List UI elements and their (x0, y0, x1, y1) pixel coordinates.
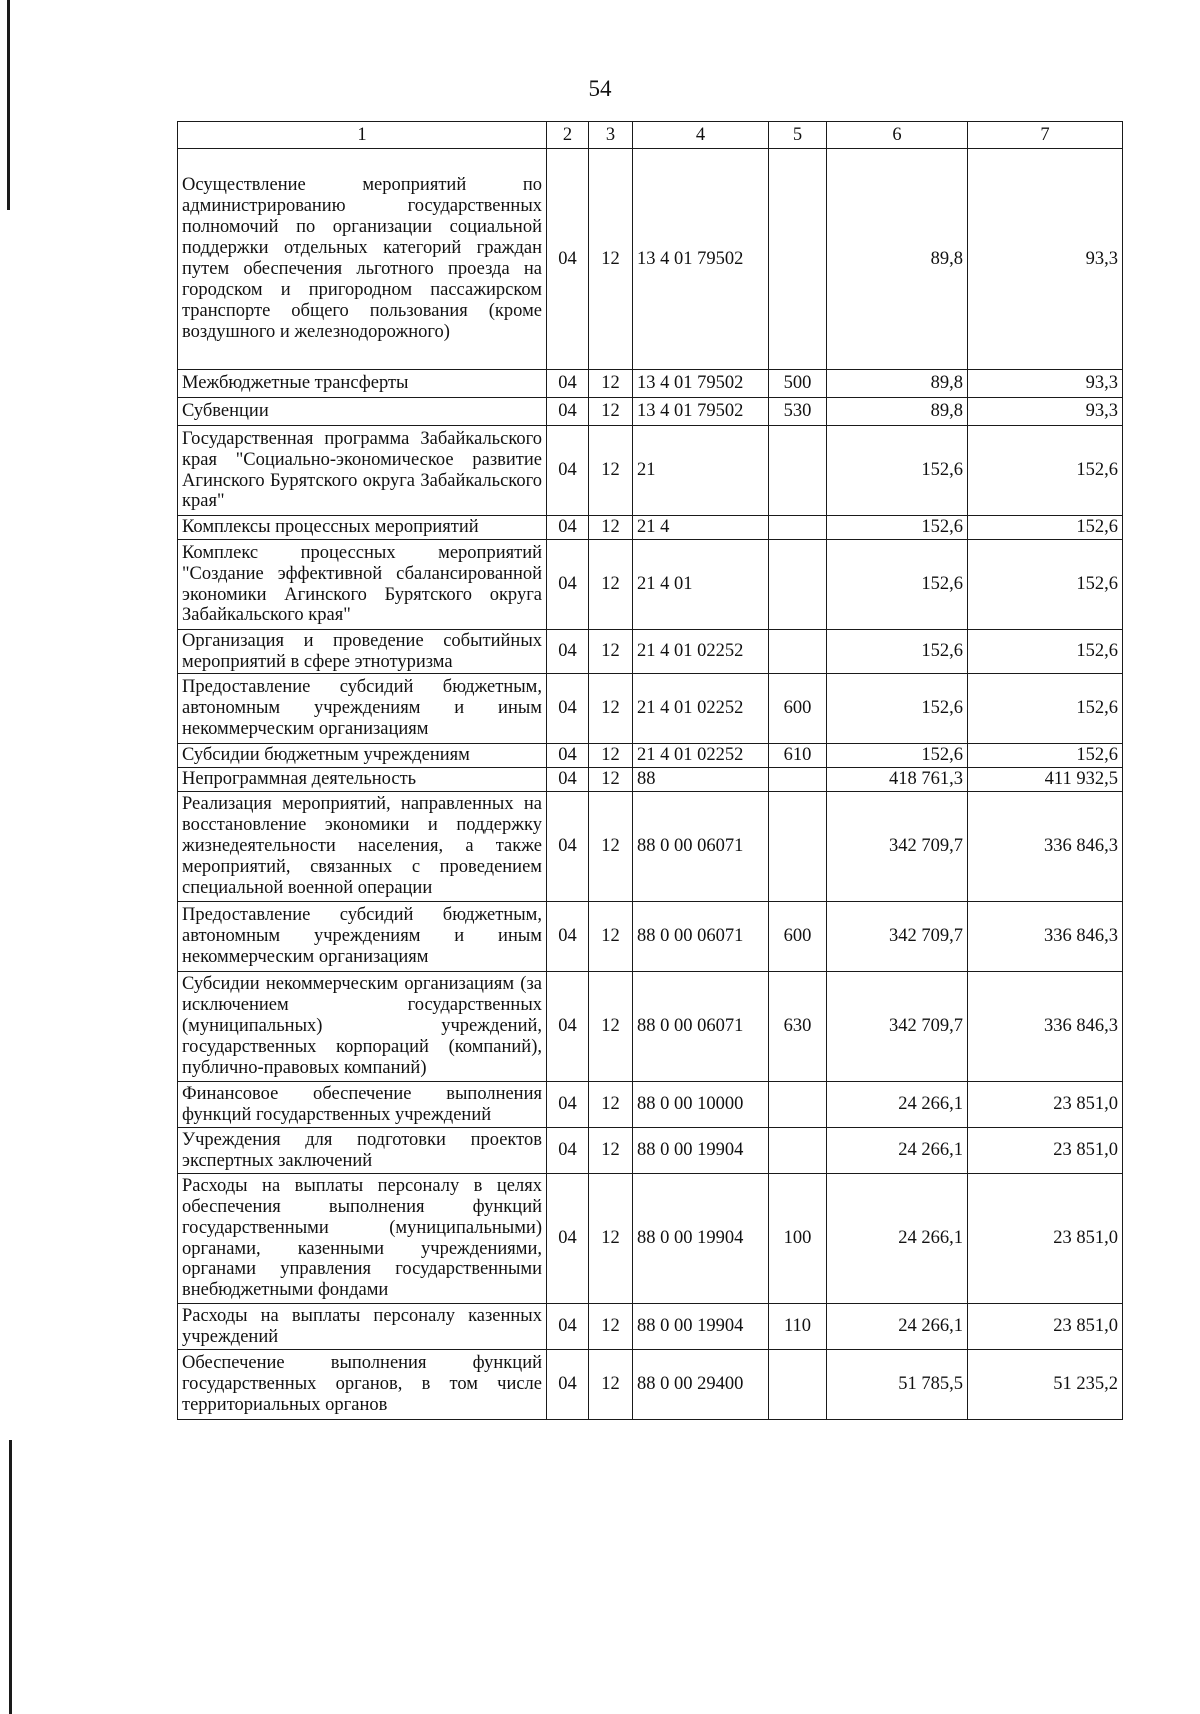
header-col-7: 7 (968, 122, 1123, 149)
row-amount-year2: 51 235,2 (968, 1350, 1123, 1420)
row-name: Организация и проведение событийных мероприятий в сфере этнотуризма (178, 630, 547, 674)
row-subsection: 12 (589, 768, 633, 792)
row-amount-year1: 342 709,7 (827, 792, 968, 902)
scan-edge-mark-bottom (9, 1440, 12, 1714)
row-amount-year1: 24 266,1 (827, 1128, 968, 1174)
row-subsection: 12 (589, 744, 633, 768)
row-section: 04 (547, 972, 589, 1082)
row-expense-type: 600 (769, 902, 827, 972)
row-section: 04 (547, 1304, 589, 1350)
row-target-code: 88 0 00 10000 (633, 1082, 769, 1128)
table-row (178, 540, 1123, 630)
table-row (178, 426, 1123, 516)
row-section: 04 (547, 768, 589, 792)
row-name: Финансовое обеспечение выполнения функций государственных учреждений (178, 1082, 547, 1128)
row-subsection: 12 (589, 1304, 633, 1350)
row-target-code: 88 0 00 06071 (633, 792, 769, 902)
row-name: Обеспечение выполнения функций государственных органов, в том числе территориальных органов (178, 1350, 547, 1420)
row-target-code: 21 4 01 02252 (633, 744, 769, 768)
table-header (178, 122, 1123, 149)
row-amount-year2: 152,6 (968, 540, 1123, 630)
row-amount-year2: 23 851,0 (968, 1082, 1123, 1128)
row-amount-year2: 152,6 (968, 744, 1123, 768)
row-name: Предоставление субсидий бюджетным, автономным учреждениям и иным некоммерческим организациям (178, 674, 547, 744)
row-amount-year2: 152,6 (968, 516, 1123, 540)
header-col-1: 1 (178, 122, 547, 149)
row-section: 04 (547, 902, 589, 972)
table-row (178, 744, 1123, 768)
row-amount-year1: 152,6 (827, 630, 968, 674)
row-section: 04 (547, 1350, 589, 1420)
row-subsection: 12 (589, 630, 633, 674)
row-amount-year1: 342 709,7 (827, 972, 968, 1082)
row-name: Расходы на выплаты персоналу в целях обеспечения выполнения функций государственными (муниципальными) органами, казенными учреждениями, органами управления государственными внебюджетными фондами (178, 1174, 547, 1304)
row-expense-type (769, 1082, 827, 1128)
row-subsection: 12 (589, 1350, 633, 1420)
row-expense-type: 630 (769, 972, 827, 1082)
row-amount-year1: 152,6 (827, 516, 968, 540)
row-amount-year2: 336 846,3 (968, 792, 1123, 902)
row-amount-year1: 89,8 (827, 149, 968, 370)
row-amount-year1: 152,6 (827, 674, 968, 744)
row-subsection: 12 (589, 370, 633, 398)
row-expense-type (769, 630, 827, 674)
row-expense-type (769, 792, 827, 902)
row-name: Межбюджетные трансферты (178, 370, 547, 398)
row-target-code: 21 4 01 02252 (633, 674, 769, 744)
row-amount-year2: 93,3 (968, 370, 1123, 398)
row-target-code: 88 (633, 768, 769, 792)
table-row (178, 1350, 1123, 1420)
row-amount-year2: 152,6 (968, 674, 1123, 744)
row-target-code: 88 0 00 19904 (633, 1128, 769, 1174)
table-row (178, 398, 1123, 426)
row-section: 04 (547, 674, 589, 744)
row-expense-type (769, 1128, 827, 1174)
row-name: Расходы на выплаты персоналу казенных учреждений (178, 1304, 547, 1350)
row-subsection: 12 (589, 516, 633, 540)
table-row (178, 516, 1123, 540)
row-section: 04 (547, 540, 589, 630)
row-name: Учреждения для подготовки проектов экспертных заключений (178, 1128, 547, 1174)
row-section: 04 (547, 398, 589, 426)
row-expense-type: 110 (769, 1304, 827, 1350)
row-expense-type (769, 426, 827, 516)
table-row (178, 1304, 1123, 1350)
row-name: Непрограммная деятельность (178, 768, 547, 792)
table-row (178, 902, 1123, 972)
row-expense-type: 600 (769, 674, 827, 744)
row-section: 04 (547, 630, 589, 674)
row-name: Субвенции (178, 398, 547, 426)
row-expense-type (769, 149, 827, 370)
row-section: 04 (547, 426, 589, 516)
row-target-code: 88 0 00 06071 (633, 902, 769, 972)
row-target-code: 88 0 00 19904 (633, 1174, 769, 1304)
row-amount-year1: 24 266,1 (827, 1082, 968, 1128)
row-name: Государственная программа Забайкальского края "Социально-экономическое развитие Агинского Бурятского округа Забайкальского края" (178, 426, 547, 516)
row-name: Субсидии некоммерческим организациям (за исключением государственных (муниципальных) учреждений, государственных корпораций (компаний), публично-правовых компаний) (178, 972, 547, 1082)
budget-table (177, 121, 1123, 1420)
row-amount-year1: 152,6 (827, 744, 968, 768)
row-subsection: 12 (589, 972, 633, 1082)
row-expense-type: 500 (769, 370, 827, 398)
row-name: Предоставление субсидий бюджетным, автономным учреждениям и иным некоммерческим организациям (178, 902, 547, 972)
table-row (178, 768, 1123, 792)
row-amount-year1: 152,6 (827, 426, 968, 516)
row-subsection: 12 (589, 426, 633, 516)
table-row (178, 1174, 1123, 1304)
row-expense-type (769, 768, 827, 792)
table-row (178, 1128, 1123, 1174)
row-subsection: 12 (589, 792, 633, 902)
row-amount-year2: 23 851,0 (968, 1304, 1123, 1350)
row-amount-year2: 411 932,5 (968, 768, 1123, 792)
row-amount-year1: 152,6 (827, 540, 968, 630)
row-target-code: 21 (633, 426, 769, 516)
row-subsection: 12 (589, 1128, 633, 1174)
row-target-code: 13 4 01 79502 (633, 398, 769, 426)
row-expense-type (769, 540, 827, 630)
row-amount-year2: 23 851,0 (968, 1128, 1123, 1174)
row-amount-year1: 418 761,3 (827, 768, 968, 792)
row-subsection: 12 (589, 540, 633, 630)
header-col-3: 3 (589, 122, 633, 149)
header-col-4: 4 (633, 122, 769, 149)
row-target-code: 88 0 00 29400 (633, 1350, 769, 1420)
row-target-code: 21 4 (633, 516, 769, 540)
row-amount-year2: 152,6 (968, 630, 1123, 674)
row-subsection: 12 (589, 149, 633, 370)
table-row (178, 972, 1123, 1082)
row-name: Комплексы процессных мероприятий (178, 516, 547, 540)
row-name: Реализация мероприятий, направленных на восстановление экономики и поддержку жизнедеятельности населения, а также мероприятий, связанных с проведением специальной военной операции (178, 792, 547, 902)
row-amount-year1: 89,8 (827, 370, 968, 398)
row-section: 04 (547, 1128, 589, 1174)
table-row (178, 792, 1123, 902)
row-subsection: 12 (589, 902, 633, 972)
row-section: 04 (547, 149, 589, 370)
row-name: Комплекс процессных мероприятий "Создание эффективной сбалансированной экономики Агинского Бурятского округа Забайкальского края" (178, 540, 547, 630)
row-section: 04 (547, 792, 589, 902)
row-expense-type (769, 1350, 827, 1420)
row-expense-type: 610 (769, 744, 827, 768)
row-amount-year1: 89,8 (827, 398, 968, 426)
row-amount-year2: 23 851,0 (968, 1174, 1123, 1304)
row-target-code: 88 0 00 19904 (633, 1304, 769, 1350)
scan-edge-mark-top (7, 0, 10, 210)
row-name: Осуществление мероприятий по администрированию государственных полномочий по организации социальной поддержки отдельных категорий граждан путем обеспечения льготного проезда на городском и пригородном пассажирском транспорте общего пользования (кроме воздушного и железнодорожного) (178, 149, 547, 370)
row-amount-year2: 152,6 (968, 426, 1123, 516)
row-section: 04 (547, 516, 589, 540)
header-row (178, 122, 1123, 149)
table-row (178, 149, 1123, 370)
header-col-2: 2 (547, 122, 589, 149)
row-amount-year2: 93,3 (968, 398, 1123, 426)
row-section: 04 (547, 744, 589, 768)
row-target-code: 88 0 00 06071 (633, 972, 769, 1082)
table-row (178, 370, 1123, 398)
row-amount-year2: 336 846,3 (968, 902, 1123, 972)
row-amount-year1: 342 709,7 (827, 902, 968, 972)
row-section: 04 (547, 370, 589, 398)
row-subsection: 12 (589, 1174, 633, 1304)
header-col-5: 5 (769, 122, 827, 149)
table-row (178, 1082, 1123, 1128)
table-row (178, 630, 1123, 674)
row-amount-year1: 51 785,5 (827, 1350, 968, 1420)
row-amount-year1: 24 266,1 (827, 1174, 968, 1304)
table-body (178, 149, 1123, 1420)
row-subsection: 12 (589, 674, 633, 744)
row-subsection: 12 (589, 1082, 633, 1128)
page-number: 54 (588, 76, 612, 101)
row-name: Субсидии бюджетным учреждениям (178, 744, 547, 768)
table-row (178, 674, 1123, 744)
row-target-code: 21 4 01 02252 (633, 630, 769, 674)
row-target-code: 13 4 01 79502 (633, 149, 769, 370)
row-expense-type: 530 (769, 398, 827, 426)
row-section: 04 (547, 1082, 589, 1128)
row-amount-year1: 24 266,1 (827, 1304, 968, 1350)
row-target-code: 21 4 01 (633, 540, 769, 630)
row-amount-year2: 93,3 (968, 149, 1123, 370)
row-subsection: 12 (589, 398, 633, 426)
row-expense-type: 100 (769, 1174, 827, 1304)
header-col-6: 6 (827, 122, 968, 149)
row-target-code: 13 4 01 79502 (633, 370, 769, 398)
row-amount-year2: 336 846,3 (968, 972, 1123, 1082)
row-expense-type (769, 516, 827, 540)
row-section: 04 (547, 1174, 589, 1304)
